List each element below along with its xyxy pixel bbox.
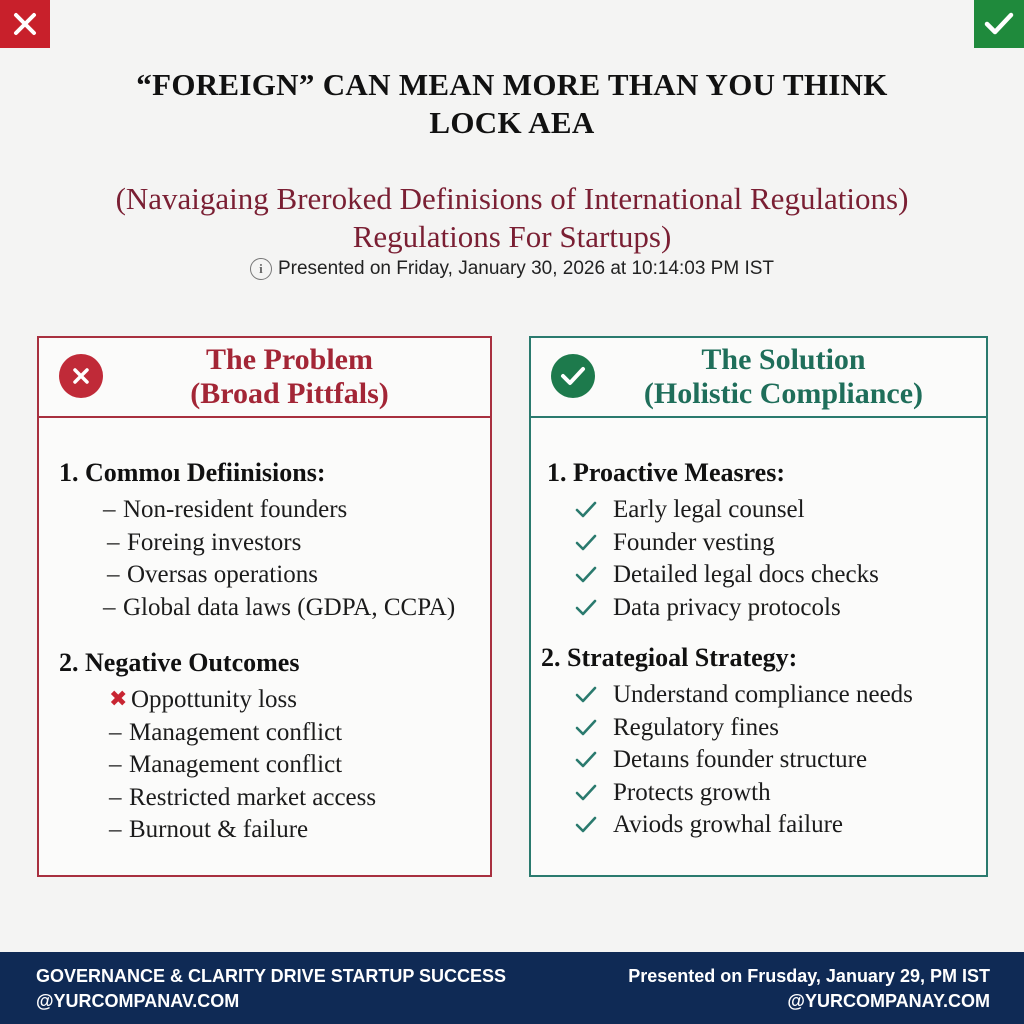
check-icon — [575, 751, 607, 769]
footer-bar — [0, 952, 1024, 1024]
info-icon: i — [250, 258, 272, 280]
problem-header — [39, 338, 490, 418]
solution-section-1 — [547, 458, 978, 624]
list-item: Founder vesting — [575, 527, 978, 560]
solution-title-line-2: (Holistic Compliance) — [643, 377, 924, 410]
check-icon — [575, 534, 607, 552]
check-icon — [984, 11, 1014, 37]
check-icon — [575, 686, 607, 704]
list-item: Aviods growhal failure — [575, 809, 978, 842]
list-item: Detaıns founder structure — [575, 744, 978, 777]
presented-line — [0, 258, 1024, 280]
list-item: Regulatory fines — [575, 712, 978, 745]
problem-title-line-2: (Broad Pittfals) — [190, 377, 389, 410]
title-line-2: LOCK AEA — [429, 105, 595, 140]
problem-title-line-1: The Problem — [206, 343, 373, 376]
problem-x-icon — [59, 354, 103, 398]
check-icon — [575, 816, 607, 834]
x-mark-icon: ✖ — [109, 687, 128, 712]
list-item: Data privacy protocols — [575, 592, 978, 625]
problem-section-2-title: 2. Negative Outcomes — [59, 648, 300, 677]
list-item: – Burnout & failure — [109, 816, 309, 843]
list-item: – Management conflict — [109, 718, 343, 746]
list-item: Early legal counsel — [575, 494, 978, 527]
solution-title — [594, 343, 923, 411]
footer-handle-right: @YURCOMPANAY.COM — [787, 991, 990, 1011]
solution-check-icon — [551, 354, 595, 398]
solution-section-2 — [541, 643, 978, 842]
problem-title — [140, 343, 389, 411]
solution-section-2-title: 2. Strategioal Strategy: — [541, 643, 798, 672]
list-item: – Management conflict — [109, 751, 343, 778]
solution-section-1-title: 1. Proactive Measres: — [547, 458, 785, 487]
check-icon — [575, 784, 607, 802]
problem-section-2 — [59, 648, 482, 847]
check-icon — [575, 599, 607, 617]
check-icon — [575, 719, 607, 737]
list-item: – Restricted market access — [109, 783, 377, 811]
check-icon — [575, 566, 607, 584]
subtitle-line-2: Regulations For Startups) — [352, 219, 672, 254]
close-icon — [12, 11, 38, 37]
problem-section-1-title: 1. Commoı Defiinisions: — [59, 458, 326, 487]
title-line-1: “FOREIGN” CAN MEAN MORE THAN YOU THINK — [136, 67, 888, 102]
problem-panel — [37, 336, 492, 877]
list-item: Detailed legal docs checks — [575, 559, 978, 592]
footer-presented: Presented on Frusday, January 29, PM IST — [628, 966, 990, 986]
check-corner-badge — [974, 0, 1024, 48]
footer-right — [628, 964, 990, 1014]
problem-section-1 — [59, 458, 482, 624]
footer-left — [36, 964, 506, 1014]
list-item: – Foreing investors — [107, 528, 302, 556]
presented-text: Presented on Friday, January 30, 2026 at 10:14:03 PM IST — [277, 258, 775, 279]
footer-handle-left: @YURCOMPANAV.COM — [36, 991, 240, 1011]
list-item: Understand compliance needs — [575, 679, 978, 712]
footer-tagline: GOVERNANCE & CLARITY DRIVE STARTUP SUCCESS — [36, 966, 507, 986]
check-icon — [575, 501, 607, 519]
list-item: Protects growth — [575, 777, 978, 810]
list-item: – Non-resident founders — [103, 496, 348, 523]
list-item: ✖ Oppottunity loss — [109, 684, 482, 717]
close-corner-badge — [0, 0, 50, 48]
subtitle-line-1: (Navaigaing Breroked Definisions of International Regulations) — [115, 181, 909, 216]
solution-header — [531, 338, 986, 418]
page-subtitle — [0, 180, 1024, 256]
page-title — [0, 66, 1024, 142]
list-item: – Oversas operations — [107, 561, 318, 588]
solution-panel — [529, 336, 988, 877]
list-item: – Global data laws (GDPA, CCPA) — [103, 593, 456, 621]
solution-title-line-1: The Solution — [701, 343, 866, 376]
